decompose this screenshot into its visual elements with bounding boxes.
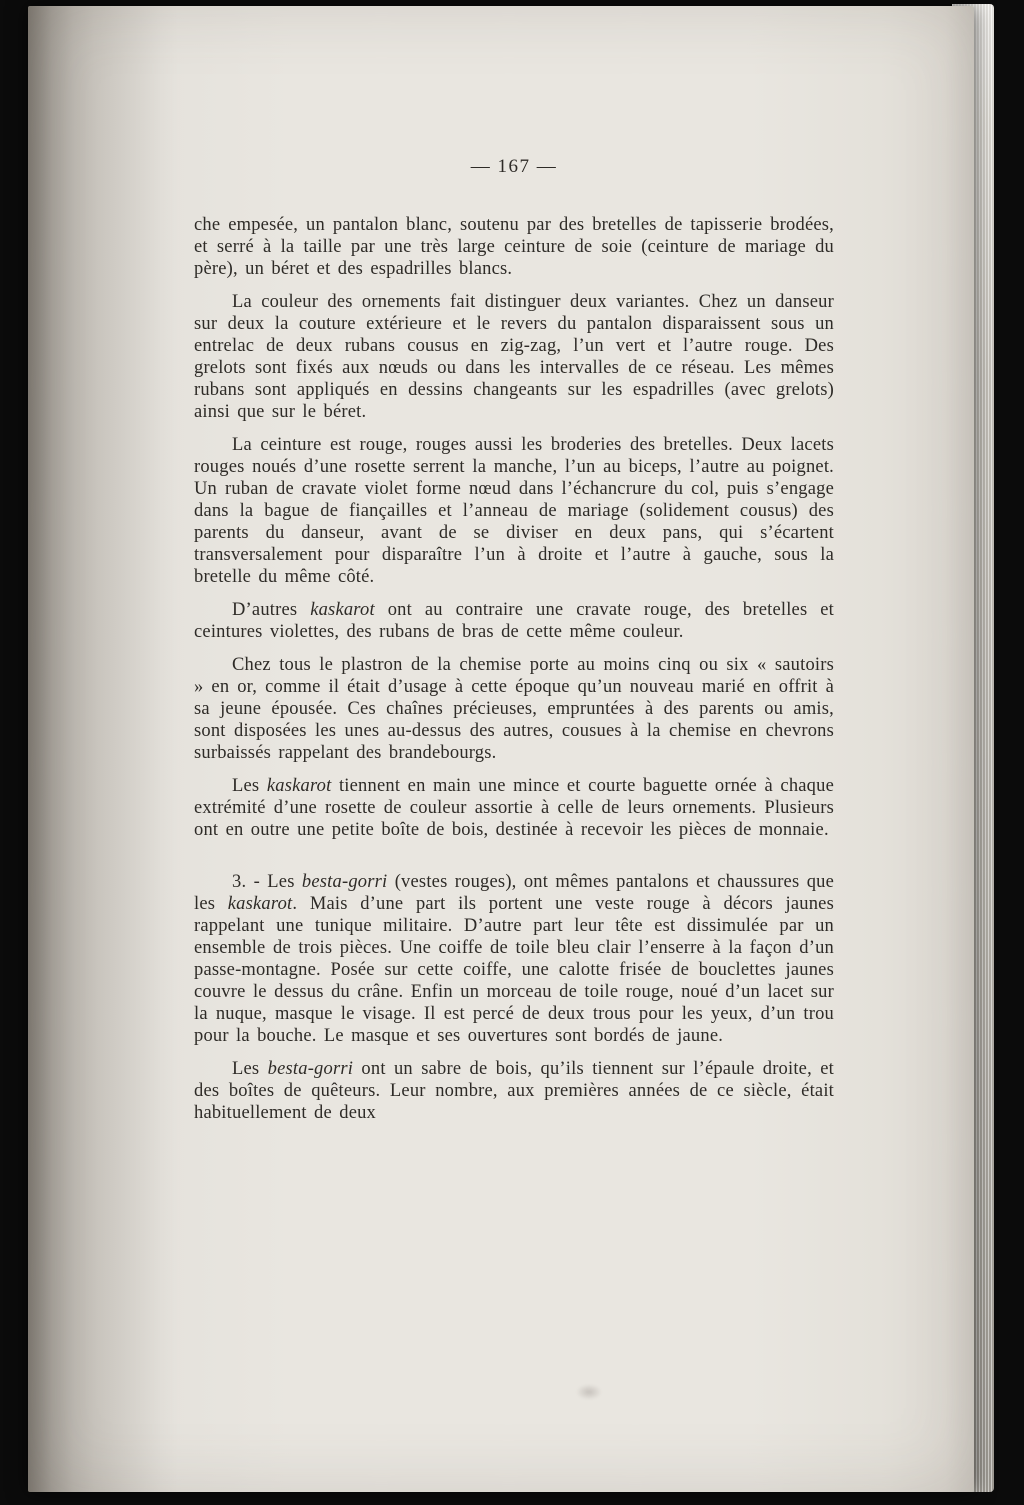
- text-segment: (vestes rouges), ont mêmes pantalons et chaussures que les: [194, 872, 835, 914]
- italic-term: kaskarot: [310, 600, 375, 620]
- paragraph: [194, 1058, 834, 1124]
- text-segment: 3. - Les: [232, 872, 302, 892]
- text-segment: tiennent en main une mince et courte baguette ornée à chaque extrémité d’une rosette de couleur assortie à celle de leurs ornements. Plusieurs ont en outre une petite boîte de bois, destinée à recevoir les pièces de monnaie.: [194, 776, 834, 840]
- text-segment: Les: [232, 776, 267, 796]
- stain-mark: [576, 1384, 602, 1400]
- text-segment: . Mais d’une part ils portent une veste rouge à décors jaunes rappelant une tunique militaire. D’autre part leur tête est dissimulée par un ensemble de trois pièces. Une coiffe de toile bleu clair l’enserre à la façon d’un passe-montagne. Posée sur cette coiffe, une calotte frisée de bouclettes jaunes couvre le dessus du crâne. Enfin un morceau de toile rouge, noué d’un lacet sur la nuque, masque le visage. Il est percé de deux trous pour les yeux, d’un trou pour la bouche. Le masque et ses ouvertures sont bordés de jaune.: [194, 894, 834, 1046]
- italic-term: kaskarot: [227, 894, 293, 914]
- text-segment: Les: [232, 1059, 268, 1079]
- text-segment: Chez tous le plastron de la chemise porte au moins cinq ou six « sautoirs » en or, comme il était d’usage à cette époque qu’un nouveau marié en offrit à sa jeune épousée. Ces chaînes précieuses, empruntées à des parents ou amis, sont disposées les unes au-dessus des autres, cousues à la chemise en chevrons surbaissés rappelant des brandebourgs.: [194, 655, 834, 763]
- paragraphs-container: [194, 214, 834, 1124]
- paragraph: [194, 654, 834, 764]
- text-segment: ont un sabre de bois, qu’ils tiennent sur l’épaule droite, et des boîtes de quêteurs. Leur nombre, aux premières années de ce siècle, était habituellement de deux: [194, 1059, 834, 1123]
- text-segment: ont au contraire une cravate rouge, des bretelles et ceintures violettes, des rubans de bras de cette même couleur.: [194, 600, 834, 642]
- paragraph: [194, 775, 834, 841]
- page-number: — 167 —: [470, 156, 558, 177]
- paragraph: [194, 291, 834, 423]
- book-page: [28, 6, 974, 1492]
- paragraph: [194, 434, 834, 588]
- text-block: [194, 156, 834, 1135]
- italic-term: kaskarot: [266, 776, 332, 796]
- paragraph: [194, 599, 834, 643]
- text-segment: La ceinture est rouge, rouges aussi les broderies des bretelles. Deux lacets rouges noués d’une rosette serrent la manche, l’un au biceps, l’autre au poignet. Un ruban de cravate violet forme nœud dans l’échancrure du col, puis s’engage dans la bague de fiançailles et l’anneau de mariage (solidement cousus) des parents du danseur, avant de se diviser en deux pans, qui s’écartent transversalement pour disparaître l’un à droite et l’autre à gauche, sous la bretelle du même côté.: [194, 435, 834, 587]
- text-segment: che empesée, un pantalon blanc, soutenu par des bretelles de tapisserie brodées, et serré à la taille par une très large ceinture de soie (ceinture de mariage du père), un béret et des espadrilles blancs.: [194, 215, 834, 279]
- paragraph: [194, 214, 834, 280]
- text-segment: D’autres: [232, 600, 311, 620]
- text-segment: La couleur des ornements fait distinguer deux variantes. Chez un danseur sur deux la couture extérieure et le revers du pantalon disparaissent sous un entrelac de deux rubans cousus en zig-zag, l’un vert et l’autre rouge. Des grelots sont fixés aux nœuds ou dans les intervalles de ce réseau. Les mêmes rubans sont appliqués en dessins changeants sur les espadrilles (avec grelots) ainsi que sur le béret.: [194, 292, 834, 422]
- paragraph: [194, 871, 834, 1047]
- binding-shadow: [28, 6, 178, 1492]
- italic-term: besta-gorri: [267, 1059, 354, 1079]
- italic-term: besta-gorri: [301, 872, 388, 892]
